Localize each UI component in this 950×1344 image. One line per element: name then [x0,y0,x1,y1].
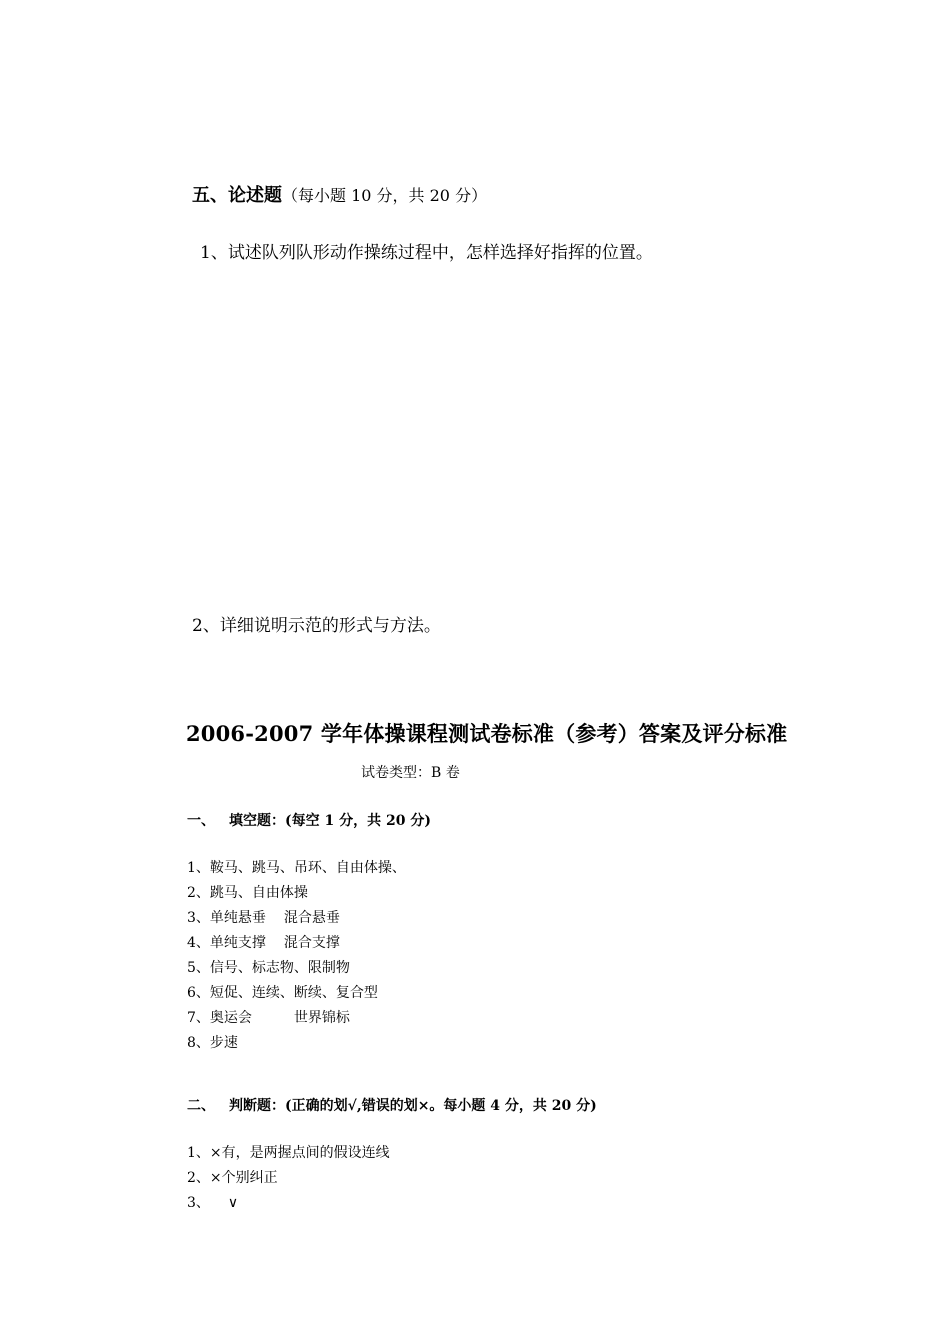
list-item: 2、×个别纠正 [187,1170,278,1186]
part2-heading-text: 判断题：(正确的划√,错误的划×。每小题 4 分，共 20 分) [229,1098,597,1114]
list-item: 1、鞍马、跳马、吊环、自由体操、 [187,860,406,876]
list-item: 4、单纯支撑 混合支撑 [187,935,340,951]
part1-heading [187,810,431,830]
list-item: 3、单纯悬垂 混合悬垂 [187,910,340,926]
part1-heading-text: 填空题：(每空 1 分，共 20 分) [229,813,431,829]
list-item: 2、跳马、自由体操 [187,885,308,901]
list-item: 1、×有，是两握点间的假设连线 [187,1145,390,1161]
list-item: 7、奥运会 世界锦标 [187,1010,350,1026]
section5-title [192,181,487,207]
essay-question-2: 2、详细说明示范的形式与方法。 [192,616,441,636]
list-item: 6、短促、连续、断续、复合型 [187,985,378,1001]
part2-number: 二、 [187,1098,215,1114]
part2-heading [187,1095,597,1115]
essay-question-1: 1、试述队列队形动作操练过程中，怎样选择好指挥的位置。 [200,243,653,263]
answer-key-title: 2006-2007 学年体操课程测试卷标准（参考）答案及评分标准 [186,721,788,746]
list-item: 5、信号、标志物、限制物 [187,960,350,976]
section5-score-note: （每小题 10 分，共 20 分） [282,186,488,205]
paper-type: 试卷类型：B 卷 [361,765,460,781]
section5-heading: 五、论述题 [192,185,282,206]
true-false-answer-list [187,1141,390,1216]
fill-blank-answer-list [187,856,406,1056]
list-item: 8、步速 [187,1035,238,1051]
part1-number: 一、 [187,813,215,829]
list-item: 3、 ∨ [187,1195,239,1211]
